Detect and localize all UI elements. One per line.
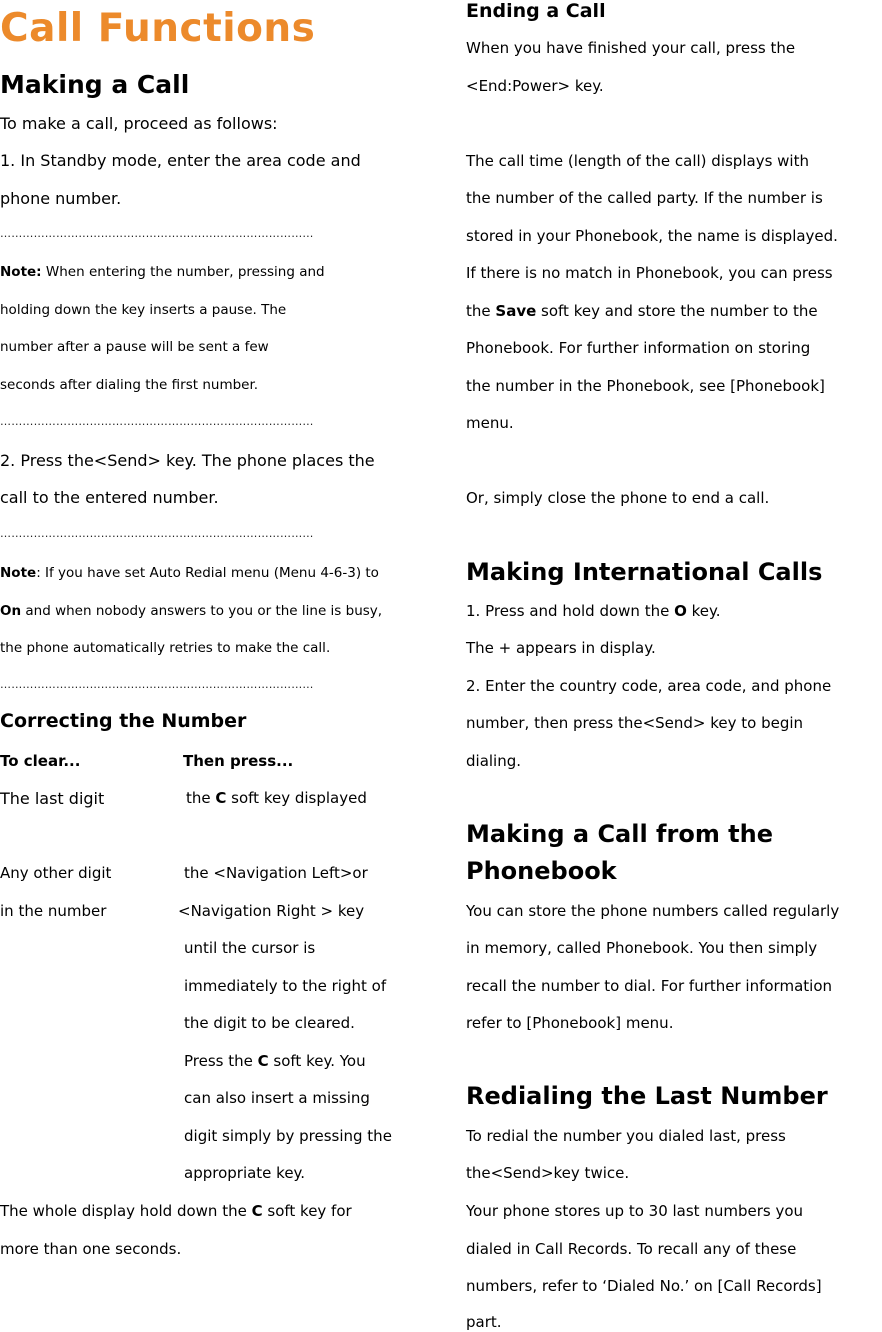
note1-line2: holding down the key inserts a pause. The bbox=[0, 302, 287, 318]
note1-label: Note: bbox=[0, 264, 42, 280]
ending-p2-l5: the Save soft key and store the number to the bbox=[466, 302, 818, 320]
phonebook-heading-l2: Phonebook bbox=[466, 857, 617, 885]
dotted-separator: ………………………………………………………………………… bbox=[0, 415, 314, 428]
ending-p2-l7: the number in the Phonebook, see [Phonebook] bbox=[466, 377, 825, 395]
redial-l6: part. bbox=[466, 1313, 502, 1331]
redial-l4: dialed in Call Records. To recall any of these bbox=[466, 1240, 797, 1258]
other-action-l3: until the cursor is bbox=[184, 939, 316, 957]
note2-line1: Note: If you have set Auto Redial menu (Menu 4-6-3) to bbox=[0, 565, 379, 581]
dotted-separator: ………………………………………………………………………… bbox=[0, 227, 314, 240]
correcting-heading: Correcting the Number bbox=[0, 710, 247, 732]
whole-display-l1: The whole display hold down the C soft key for bbox=[0, 1202, 352, 1220]
international-l1: 1. Press and hold down the O key. bbox=[466, 602, 721, 620]
ending-p3: Or, simply close the phone to end a call. bbox=[466, 489, 770, 507]
redial-l2: the<Send>key twice. bbox=[466, 1164, 630, 1182]
step1-line1: 1. In Standby mode, enter the area code and bbox=[0, 151, 361, 170]
ending-p2-l2: the number of the called party. If the number is bbox=[466, 189, 823, 207]
ending-p2-l8: menu. bbox=[466, 414, 514, 432]
redial-l3: Your phone stores up to 30 last numbers you bbox=[466, 1202, 804, 1220]
other-action-l7: can also insert a missing bbox=[184, 1089, 370, 1107]
step1-line2: phone number. bbox=[0, 189, 122, 208]
phonebook-heading-l1: Making a Call from the bbox=[466, 820, 774, 848]
note1-line3: number after a pause will be sent a few bbox=[0, 339, 269, 355]
row-other-digit-l1: Any other digit bbox=[0, 864, 112, 882]
redial-heading: Redialing the Last Number bbox=[466, 1082, 828, 1110]
other-action-l2: <Navigation Right > key bbox=[178, 902, 365, 920]
phonebook-l2: in memory, called Phonebook. You then simply bbox=[466, 939, 818, 957]
ending-p2-l6: Phonebook. For further information on storing bbox=[466, 339, 811, 357]
row-other-digit-l2: in the number bbox=[0, 902, 107, 920]
ending-p2-l1: The call time (length of the call) displays with bbox=[466, 152, 809, 170]
redial-l1: To redial the number you dialed last, press bbox=[466, 1127, 786, 1145]
international-l5: dialing. bbox=[466, 752, 522, 770]
international-l3: 2. Enter the country code, area code, and phone bbox=[466, 677, 832, 695]
other-action-l8: digit simply by pressing the bbox=[184, 1127, 392, 1145]
international-heading: Making International Calls bbox=[466, 558, 823, 586]
row-last-digit-action: the C soft key displayed bbox=[186, 789, 367, 807]
making-call-intro: To make a call, proceed as follows: bbox=[0, 114, 278, 133]
page-title: Call Functions bbox=[0, 6, 316, 51]
note1-line4: seconds after dialing the first number. bbox=[0, 377, 259, 393]
ending-l1: When you have finished your call, press the bbox=[466, 39, 796, 57]
col-header-clear: To clear... bbox=[0, 752, 81, 770]
other-action-l9: appropriate key. bbox=[184, 1164, 306, 1182]
other-action-l1: the <Navigation Left>or bbox=[184, 864, 368, 882]
note2-line2: On and when nobody answers to you or the line is busy, bbox=[0, 603, 383, 619]
dotted-separator: ………………………………………………………………………… bbox=[0, 678, 314, 691]
dotted-separator: ………………………………………………………………………… bbox=[0, 527, 314, 540]
note1-text: When entering the number, pressing and bbox=[41, 264, 325, 280]
step2-line1: 2. Press the<Send> key. The phone places the bbox=[0, 451, 375, 470]
phonebook-l1: You can store the phone numbers called regularly bbox=[466, 902, 840, 920]
other-action-l4: immediately to the right of bbox=[184, 977, 387, 995]
phonebook-l3: recall the number to dial. For further information bbox=[466, 977, 832, 995]
step2-line2: call to the entered number. bbox=[0, 488, 219, 507]
ending-p2-l4: If there is no match in Phonebook, you can press bbox=[466, 264, 833, 282]
whole-display-l2: more than one seconds. bbox=[0, 1240, 182, 1258]
other-action-l6: Press the C soft key. You bbox=[184, 1052, 366, 1070]
redial-l5: numbers, refer to ‘Dialed No.’ on [Call Records] bbox=[466, 1277, 822, 1295]
note2-label: Note bbox=[0, 565, 37, 581]
other-action-l5: the digit to be cleared. bbox=[184, 1014, 355, 1032]
note1-line1 bbox=[0, 264, 325, 280]
col-header-press: Then press... bbox=[183, 752, 294, 770]
making-call-heading: Making a Call bbox=[0, 70, 190, 99]
phonebook-l4: refer to [Phonebook] menu. bbox=[466, 1014, 674, 1032]
international-l2: The + appears in display. bbox=[466, 639, 656, 657]
note2-line3: the phone automatically retries to make the call. bbox=[0, 640, 331, 656]
ending-p2-l3: stored in your Phonebook, the name is displayed. bbox=[466, 227, 838, 245]
ending-heading: Ending a Call bbox=[466, 0, 606, 22]
row-last-digit: The last digit bbox=[0, 789, 105, 808]
ending-l2: <End:Power> key. bbox=[466, 77, 604, 95]
international-l4: number, then press the<Send> key to begin bbox=[466, 714, 804, 732]
